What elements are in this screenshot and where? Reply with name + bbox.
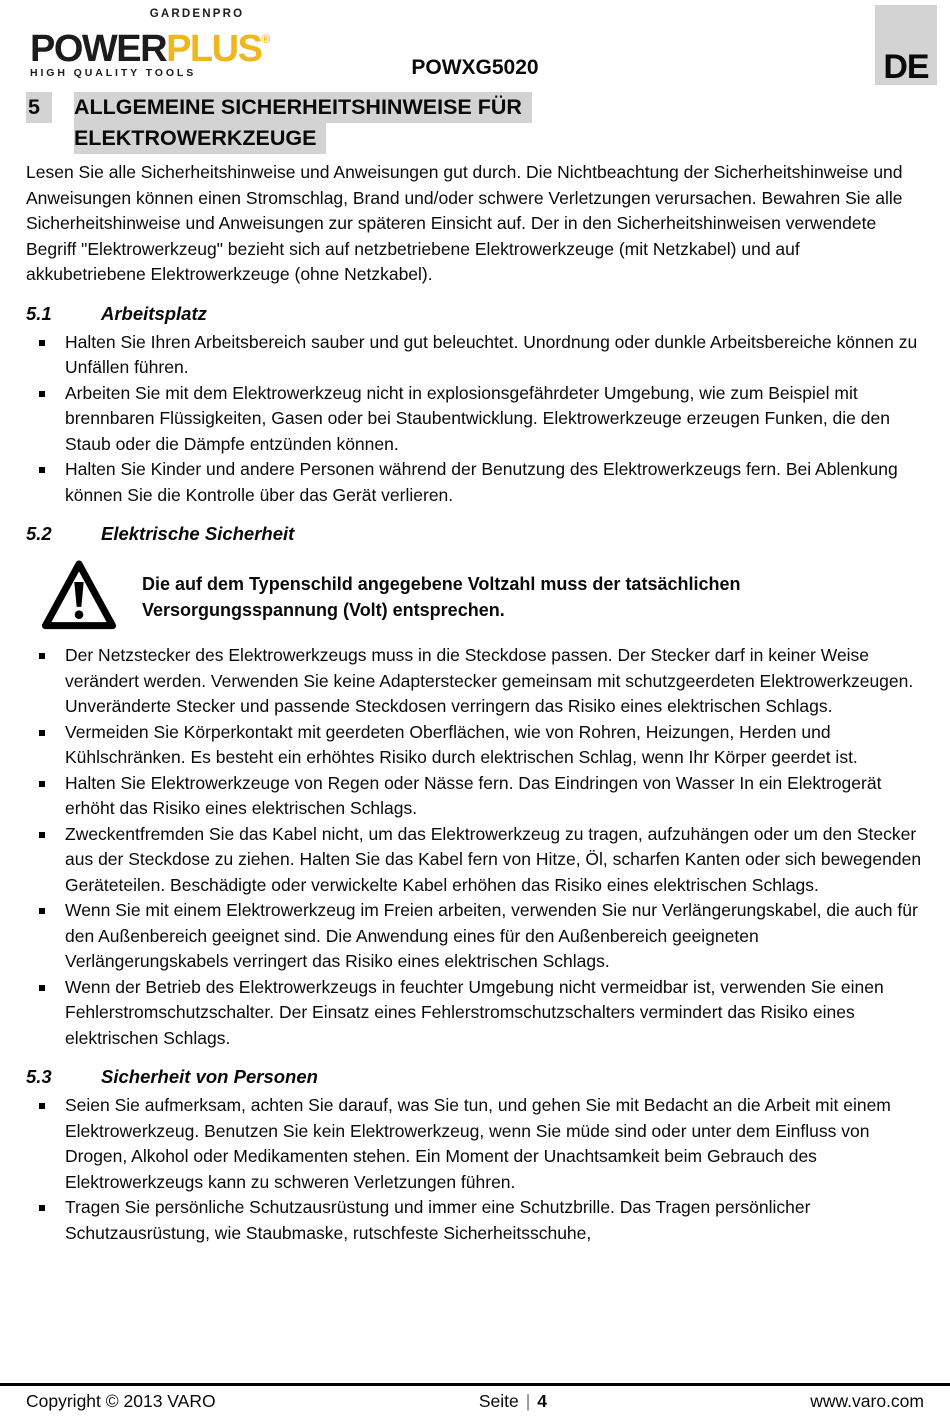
list-item: Der Netzstecker des Elektrowerkzeugs muss in die Steckdose passen. Der Stecker darf in keiner Weise verändert werden. Verwenden Sie keine Adapterstecker gemeinsam mit schutzgeerdeten Elektrowerkzeugen. Unveränderte Stecker und passende Steckdosen verringern das Risiko eines elektrischen Schlags.: [26, 643, 924, 720]
gardenpro-label: GARDENPRO: [149, 8, 245, 20]
page-label: Seite: [478, 1391, 519, 1411]
list-item: Wenn Sie mit einem Elektrowerkzeug im Freien arbeiten, verwenden Sie nur Verlängerungskabel, die auch für den Außenbereich geeignet sind. Die Anwendung eines für den Außenbereich geeigneten Verlängerungskabels verringert das Risiko eines elektrischen Schlags.: [26, 898, 924, 975]
logo-power-text: POWER: [30, 28, 167, 70]
list-item: Halten Sie Kinder und andere Personen während der Benutzung des Elektrowerkzeugs fern. Bei Ablenkung können Sie die Kontrolle über das Gerät verlieren.: [26, 457, 924, 508]
page-footer: [0, 1383, 950, 1424]
registered-trademark-icon: ®: [261, 32, 271, 46]
list-item: Tragen Sie persönliche Schutzausrüstung und immer eine Schutzbrille. Das Tragen persönlicher Schutzausrüstung, wie Staubmaske, rutschfeste Sicherheitsschuhe,: [26, 1195, 924, 1246]
page-indicator: [479, 1391, 547, 1412]
section-5-heading: [26, 92, 924, 154]
section-5-2-list: [26, 643, 924, 1051]
bullet-marker: [39, 908, 45, 914]
bullet-marker: [39, 653, 45, 659]
list-item: Halten Sie Ihren Arbeitsbereich sauber und gut beleuchtet. Unordnung oder dunkle Arbeitsbereiche können zu Unfällen führen.: [26, 330, 924, 381]
list-item: Zweckentfremden Sie das Kabel nicht, um das Elektrowerkzeug zu tragen, aufzuhängen oder um den Stecker aus der Steckdose zu ziehen. Halten Sie das Kabel fern von Hitze, Öl, scharfen Kanten oder sich bewegenden Geräteteilen. Beschädigte oder verwickelte Kabel erhöhen das Risiko eines elektrischen Schlags.: [26, 822, 924, 899]
list-item: Wenn der Betrieb des Elektrowerkzeugs in feuchter Umgebung nicht vermeidbar ist, verwenden Sie einen Fehlerstromschutzschalter. Der Einsatz eines Fehlerstromschutzschalters vermindert das Risiko eines elektrischen Schlags.: [26, 975, 924, 1052]
section-5-1-list: [26, 330, 924, 509]
logo-plus-text: PLUS: [166, 28, 262, 70]
website-text: www.varo.com: [810, 1391, 924, 1411]
section-5-2-heading: 5.2 Elektrische Sicherheit: [26, 523, 295, 544]
section-5-number: 5: [26, 92, 52, 123]
list-item: Arbeiten Sie mit dem Elektrowerkzeug nicht in explosionsgefährdeter Umgebung, wie zum Beispiel mit brennbaren Flüssigkeiten, Gasen oder bei Staubentwicklung. Elektrowerkzeuge erzeugen Funken, die den Staub oder die Dämpfe entzünden können.: [26, 381, 924, 458]
section-5-2: [26, 521, 924, 1051]
section-5-3: [26, 1064, 924, 1246]
section-5-1-heading: 5.1 Arbeitsplatz: [26, 302, 207, 324]
warning-text: Die auf dem Typenschild angegebene Voltzahl muss der tatsächlichen Versorgungsspannung (Volt) entsprechen.: [142, 574, 741, 620]
list-item: Seien Sie aufmerksam, achten Sie darauf, was Sie tun, und gehen Sie mit Bedacht an die Arbeit mit einem Elektrowerkzeug. Benutzen Sie kein Elektrowerkzeug, wenn Sie müde sind oder unter dem Einfluss von Drogen, Alkohol oder Medikamenten stehen. Ein Moment der Unachtsamkeit beim Gebrauch des Elektrowerkzeugs kann zu schweren Verletzungen führen.: [26, 1093, 924, 1195]
section-5-3-list: [26, 1093, 924, 1246]
bullet-marker: [39, 832, 45, 838]
bullet-marker: [39, 340, 45, 346]
voltage-warning-block: [26, 556, 924, 636]
page-number: 4: [537, 1391, 547, 1411]
language-badge: DE: [875, 5, 937, 85]
section-5-title: ALLGEMEINE SICHERHEITSHINWEISE FÜR ELEKTROWERKZEUGE: [74, 92, 532, 154]
section-5-3-heading: 5.3 Sicherheit von Personen: [26, 1066, 318, 1087]
warning-triangle-icon: [40, 556, 118, 636]
bullet-marker: [39, 1103, 45, 1109]
intro-paragraph: Lesen Sie alle Sicherheitshinweise und Anweisungen gut durch. Die Nichtbeachtung der Sicherheitshinweise und Anweisungen können einen Stromschlag, Brand und/oder schwere Verletzungen verursachen. Bewahren Sie alle Sicherheitshinweise und Anweisungen zur späteren Einsicht auf. Der in den Sicherheitshinweisen verwendete Begriff "Elektrowerkzeug" bezieht sich auf netzbetriebene Elektrowerkzeuge (mit Netzkabel) und auf akkubetriebene Elektrowerkzeuge (ohne Netzkabel).: [26, 162, 903, 284]
bullet-marker: [39, 781, 45, 787]
list-item: Halten Sie Elektrowerkzeuge von Regen oder Nässe fern. Das Eindringen von Wasser In ein Elektrogerät erhöht das Risiko eines elektrischen Schlags.: [26, 771, 924, 822]
bullet-marker: [39, 391, 45, 397]
bullet-marker: [39, 985, 45, 991]
logo-tagline: HIGH QUALITY TOOLS: [30, 67, 197, 79]
bullet-marker: [39, 730, 45, 736]
bullet-marker: [39, 467, 45, 473]
copyright-text: Copyright © 2013 VARO: [26, 1391, 216, 1411]
page-separator: |: [525, 1391, 531, 1411]
list-item: Vermeiden Sie Körperkontakt mit geerdeten Oberflächen, wie von Rohren, Heizungen, Herden und Kühlschränken. Es besteht ein erhöhtes Risiko durch elektrischen Schlag, wenn Ihr Körper geerdet ist.: [26, 720, 924, 771]
model-number: POWXG5020: [411, 56, 539, 79]
bullet-marker: [39, 1205, 45, 1211]
section-5-1: [26, 301, 924, 509]
